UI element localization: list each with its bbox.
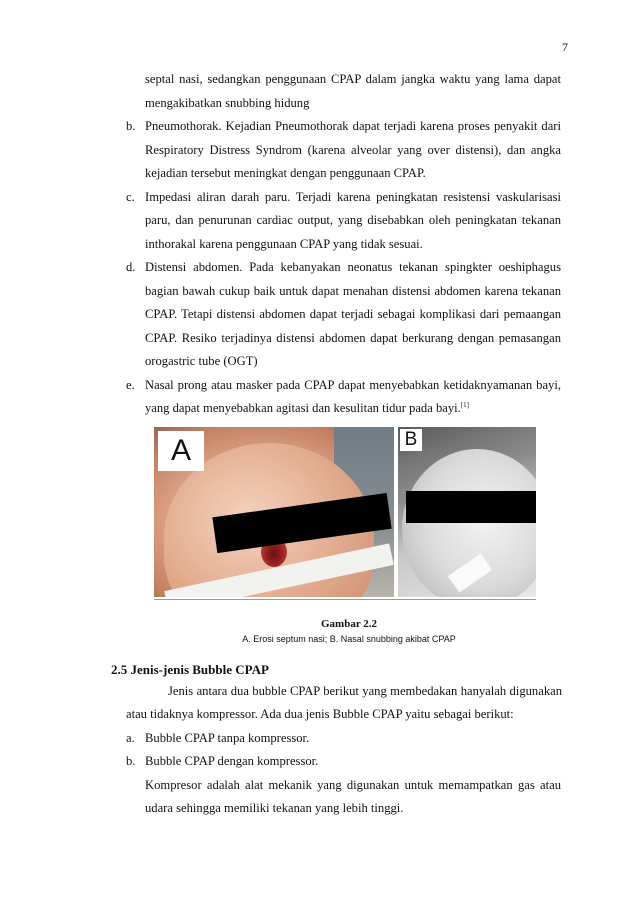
- complications-list: [0, 115, 638, 421]
- list-item-text-body: Nasal prong atau masker pada CPAP dapat menyebabkan ketidaknyamanan bayi, yang dapat menyebabkan agitasi dan kesulitan tidur pada bayi.: [145, 377, 561, 415]
- figure-caption-text: A. Erosi septum nasi; B. Nasal snubbing akibat CPAP: [242, 633, 456, 644]
- censor-bar: [406, 491, 536, 523]
- list-item-text: Pneumothorak. Kejadian Pneumothorak dapat terjadi karena proses penyakit dari Respiratory Distress Syndrom (karena alveolar yang over distensi), dan angka kejadian tersebut meningkat dengan penggunaan CPAP.: [145, 119, 561, 180]
- photo-label-b: B: [400, 429, 422, 451]
- figure-divider: [154, 599, 536, 600]
- page-number: 7: [562, 40, 568, 54]
- list-marker: a.: [126, 730, 135, 745]
- list-item: [126, 115, 561, 186]
- list-item-text: [145, 374, 561, 421]
- photo-label-a: A: [158, 431, 204, 471]
- list-marker: d.: [126, 260, 136, 274]
- list-marker: c.: [126, 189, 135, 204]
- section-heading: 2.5 Jenis-jenis Bubble CPAP: [111, 661, 269, 677]
- page-content: [0, 68, 638, 821]
- figure-caption-title: Gambar 2.2: [320, 617, 378, 630]
- figure-2-2: [0, 427, 638, 617]
- list-item-text: Impedasi aliran darah paru. Terjadi karena peningkatan resistensi vaskularisasi paru, dan penurunan cardiac output, yang disebabkan oleh peningkatan tekanan inthorakal karena penggunaan CPAP yang tidak sesuai.: [145, 189, 561, 251]
- list-marker: b.: [126, 754, 136, 768]
- section-intro: Jenis antara dua bubble CPAP berikut yang membedakan hanyalah digunakan atau tidaknya kompressor. Ada dua jenis Bubble CPAP yaitu sebagai berikut:: [126, 683, 562, 721]
- list-item: [126, 256, 561, 374]
- continuation-paragraph: septal nasi, sedangkan penggunaan CPAP dalam jangka waktu yang lama dapat mengakibatkan snubbing hidung: [145, 72, 561, 110]
- list-item: [126, 374, 561, 421]
- bubble-cpap-types-list: [0, 727, 638, 774]
- compressor-note: Kompresor adalah alat mekanik yang digunakan untuk memampatkan gas atau udara sehingga memiliki tekanan yang lebih tinggi.: [145, 777, 561, 815]
- list-item: [126, 727, 561, 751]
- list-item-text: Bubble CPAP dengan kompressor.: [145, 754, 319, 768]
- list-marker: e.: [126, 377, 135, 392]
- reference-marker: [1]: [460, 401, 469, 409]
- photo-nasal-snubbing: [398, 427, 536, 597]
- list-item-text: Distensi abdomen. Pada kebanyakan neonatus tekanan spingkter oeshiphagus bagian bawah cukup baik untuk dapat menahan distensi abdomen karena tekanan CPAP. Tetapi distensi abdomen dapat terjadi sebagai komplikasi dari pemaangan CPAP. Resiko terjadinya distensi abdomen dapat berkurang dengan pemasangan orogastric tube (OGT): [145, 260, 561, 368]
- list-item: [126, 750, 561, 774]
- list-marker: b.: [126, 119, 136, 133]
- photo-nasal-septum-erosion: [154, 427, 394, 597]
- list-item: [126, 186, 561, 257]
- list-item-text: Bubble CPAP tanpa kompressor.: [145, 730, 310, 745]
